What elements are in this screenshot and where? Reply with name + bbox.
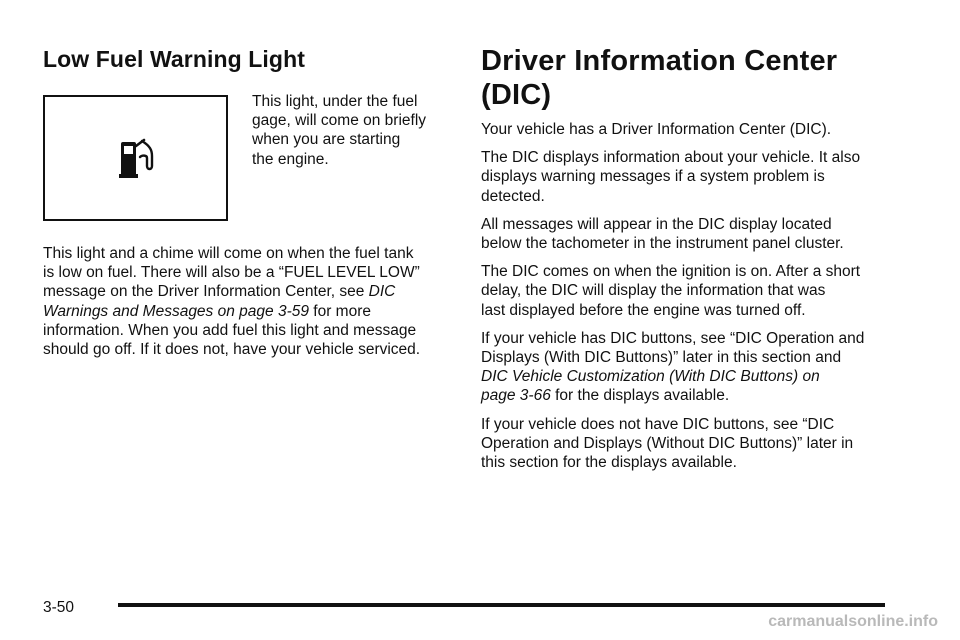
warning-light-figure (43, 95, 228, 221)
intro-text: This light, under the fuel gage, will come on briefly when you are starting the engine. (252, 93, 427, 168)
paragraph: All messages will appear in the DIC display located below the tachometer in the instrument panel cluster. (481, 215, 844, 253)
fuel-pump-icon (118, 136, 158, 180)
dic-body (481, 120, 893, 472)
paragraph: If your vehicle has DIC buttons, see “DIC Operation and Displays (With DIC Buttons)” later in this section and DIC Vehicle Customization (With DIC Buttons) on page 3-66 for the displays available. (481, 329, 865, 405)
right-column (481, 44, 893, 481)
paragraph: If your vehicle does not have DIC buttons, see “DIC Operation and Displays (Without DIC Buttons)” later in this section for the displays available. (481, 415, 854, 472)
section-heading-low-fuel: Low Fuel Warning Light (43, 46, 305, 72)
cross-reference-link[interactable]: DIC (368, 283, 396, 301)
paragraph: The DIC comes on when the ignition is on. After a short delay, the DIC will display the information that was last displayed before the engine was turned off. (481, 263, 861, 319)
cross-reference-link[interactable]: page 3-66 (481, 387, 551, 405)
cross-reference-link[interactable]: DIC Vehicle Customization (With DIC Buttons) on (481, 368, 820, 386)
left-column (43, 44, 438, 359)
low-fuel-paragraph: This light and a chime will come on when the fuel tank is low on fuel. There will also be a “FUEL LEVEL LOW” message on the Driver Information Center, see DIC Warnings and Messages on page 3-59 for more information. When you add fuel this light and message should go off. If it does not, have your vehicle serviced. (43, 245, 421, 359)
page-number: 3-50 (43, 599, 75, 616)
footer-divider (118, 603, 885, 607)
cross-reference-link[interactable]: Warnings and Messages on page 3-59 (43, 302, 309, 320)
section-heading-dic: Driver Information Center (DIC) (481, 45, 838, 111)
paragraph: Your vehicle has a Driver Information Center (DIC). (481, 121, 832, 138)
paragraph: The DIC displays information about your vehicle. It also displays warning messages if a system problem is detected. (481, 149, 861, 205)
watermark: carmanualsonline.info (768, 613, 938, 630)
